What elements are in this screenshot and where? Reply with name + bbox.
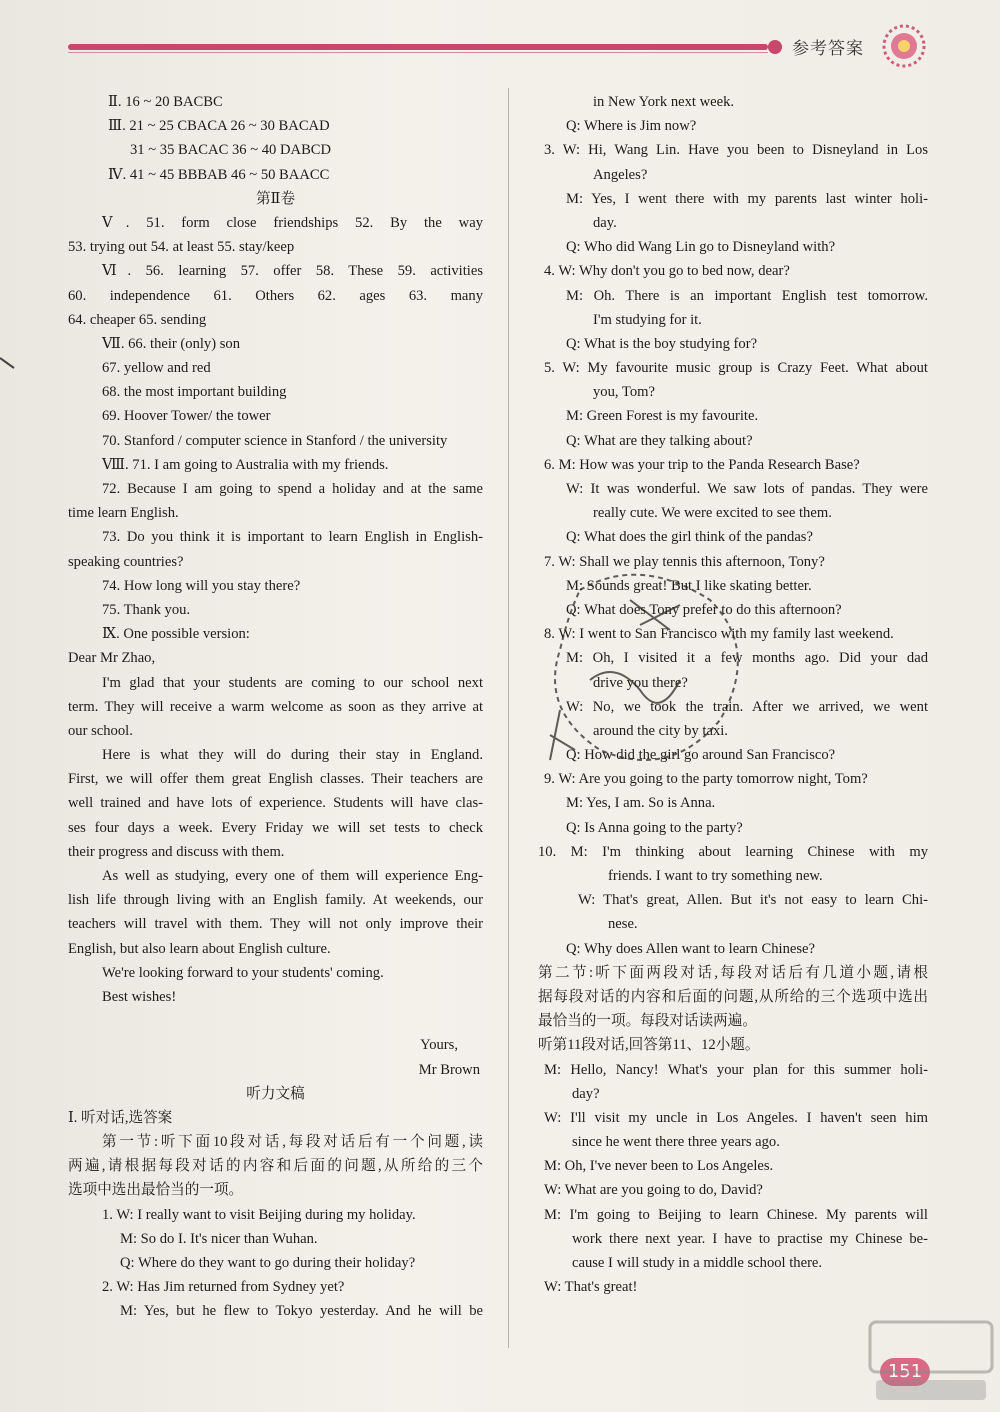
text-line: 9. W: Are you going to the party tomorrow night, Tom? bbox=[544, 771, 868, 788]
corner-watermark-logo bbox=[866, 1318, 996, 1408]
text-line: 70. Stanford / computer science in Stanford / the university bbox=[102, 432, 448, 449]
text-line: Q: What is the boy studying for? bbox=[566, 335, 758, 352]
text-line: We're looking forward to your students' coming. bbox=[102, 964, 384, 981]
text-line: W: That's great, Allen. But it's not easy to learn Chi- bbox=[578, 892, 928, 909]
text-line: M: Oh, I visited it a few months ago. Did your dad bbox=[566, 650, 928, 667]
text-line: term. They will receive a warm welcome as soon as they arrive at bbox=[68, 698, 483, 715]
text-line: our school. bbox=[68, 722, 133, 739]
text-line: 72. Because I am going to spend a holiday and at the same bbox=[102, 481, 483, 497]
text-line: M: Yes, but he flew to Tokyo yesterday. And he will be bbox=[120, 1303, 483, 1320]
text-line: Dear Mr Zhao, bbox=[68, 650, 156, 667]
text-line: really cute. We were excited to see them. bbox=[593, 505, 832, 522]
text-line: you, Tom? bbox=[593, 384, 655, 401]
text-line: teachers will travel with them. They will not only improve their bbox=[68, 916, 483, 933]
text-line: Angeles? bbox=[593, 166, 648, 183]
text-line: 3. W: Hi, Wang Lin. Have you been to Disneyland in Los bbox=[544, 142, 928, 159]
text-line: 68. the most important building bbox=[102, 384, 287, 401]
header-label: 参考答案 bbox=[792, 39, 864, 59]
text-line: Mr Brown bbox=[418, 1061, 480, 1078]
text-line: W: What are you going to do, David? bbox=[544, 1182, 763, 1199]
text-line: around the city by taxi. bbox=[593, 722, 728, 739]
text-line: 第一节:听下面10段对话,每段对话后有一个问题,读 bbox=[102, 1134, 483, 1151]
text-line: Ⅸ. One possible version: bbox=[102, 626, 250, 643]
text-line: Q: Who did Wang Lin go to Disneyland with? bbox=[566, 239, 836, 256]
text-line: M: Hello, Nancy! What's your plan for this summer holi- bbox=[544, 1061, 928, 1078]
text-line: 选项中选出最恰当的一项。 bbox=[68, 1182, 244, 1199]
text-line: 第二节:听下面两段对话,每段对话后有几道小题,请根 bbox=[538, 964, 928, 981]
text-line: First, we will offer them great English classes. Their teachers are bbox=[68, 771, 483, 788]
text-line: Ⅱ. 16 ~ 20 BACBC bbox=[108, 94, 223, 110]
text-line: Ⅰ. 听对话,选答案 bbox=[68, 1109, 173, 1126]
text-line: W: No, we took the train. After we arrived, we went bbox=[566, 698, 928, 715]
text-line: day? bbox=[572, 1085, 600, 1102]
text-line: 2. W: Has Jim returned from Sydney yet? bbox=[102, 1279, 345, 1296]
text-line: Q: Is Anna going to the party? bbox=[566, 819, 743, 836]
text-line: day. bbox=[593, 214, 617, 231]
handwritten-stamp-icon bbox=[520, 560, 770, 790]
text-line: 1. W: I really want to visit Beijing during my holiday. bbox=[102, 1206, 416, 1223]
text-line: I'm studying for it. bbox=[593, 311, 702, 328]
text-line: cause I will study in a middle school there. bbox=[572, 1255, 823, 1271]
text-line: 64. cheaper 65. sending bbox=[68, 311, 207, 328]
text-line: English, but also learn about English culture. bbox=[68, 940, 331, 957]
text-line: Ⅶ. 66. their (only) son bbox=[102, 335, 240, 352]
text-line: 67. yellow and red bbox=[102, 360, 211, 377]
text-line: Best wishes! bbox=[102, 988, 177, 1005]
text-line: their progress and discuss with them. bbox=[68, 843, 285, 860]
text-line: 6. M: How was your trip to the Panda Research Base? bbox=[544, 456, 860, 473]
text-line: I'm glad that your students are coming to our school next bbox=[102, 674, 483, 691]
text-line: 74. How long will you stay there? bbox=[102, 577, 301, 594]
text-line: 据每段对话的内容和后面的问题,从所给的三个选项中选出 bbox=[538, 988, 928, 1005]
text-line: Q: Where is Jim now? bbox=[566, 118, 697, 135]
text-line: 最恰当的一项。每段对话读两遍。 bbox=[538, 1013, 757, 1030]
text-line: speaking countries? bbox=[68, 553, 184, 570]
text-line: lish life through living with an English family. At weekends, our bbox=[68, 892, 483, 909]
text-line: Q: What does the girl think of the pandas? bbox=[566, 529, 813, 546]
header-rule-thin bbox=[68, 52, 768, 53]
text-line: Ⅷ. 71. I am going to Australia with my friends. bbox=[102, 456, 389, 473]
text-line: Q: What are they talking about? bbox=[566, 432, 753, 449]
text-line: 69. Hoover Tower/ the tower bbox=[102, 408, 271, 425]
text-line: 73. Do you think it is important to learn English in English- bbox=[102, 529, 483, 546]
text-line: 10. M: I'm thinking about learning Chinese with my bbox=[538, 843, 928, 860]
text-line: As well as studying, every one of them will experience Eng- bbox=[102, 868, 483, 884]
text-line: Ⅴ. 51. form close friendships 52. By the way bbox=[102, 214, 483, 231]
text-line: M: Green Forest is my favourite. bbox=[566, 408, 759, 425]
text-line: W: I'll visit my uncle in Los Angeles. I haven't seen him bbox=[544, 1109, 928, 1126]
text-line: M: Oh. There is an important English test tomorrow. bbox=[566, 287, 928, 304]
text-line: 5. W: My favourite music group is Crazy Feet. What about bbox=[544, 360, 928, 377]
page-number-badge: 151 bbox=[880, 1358, 930, 1386]
text-line: W: It was wonderful. We saw lots of pandas. They were bbox=[566, 481, 928, 497]
text-line: since he went there three years ago. bbox=[572, 1134, 780, 1151]
text-line: Here is what they will do during their stay in England. bbox=[102, 747, 483, 764]
text-line bbox=[68, 1009, 483, 1033]
text-line: M: Oh, I've never been to Los Angeles. bbox=[544, 1158, 774, 1175]
text-line: M: I'm going to Beijing to learn Chinese. My parents will bbox=[544, 1206, 928, 1223]
text-line: 53. trying out 54. at least 55. stay/keep bbox=[68, 239, 295, 256]
text-line: W: That's great! bbox=[544, 1279, 638, 1296]
text-line: Ⅳ. 41 ~ 45 BBBAB 46 ~ 50 BAACC bbox=[108, 166, 330, 183]
column-divider bbox=[508, 88, 509, 1348]
text-line: nese. bbox=[608, 916, 638, 933]
text-line: in New York next week. bbox=[593, 94, 735, 110]
text-line: 8. W: I went to San Francisco with my family last weekend. bbox=[544, 626, 894, 643]
text-line: work there next year. I have to practise my Chinese be- bbox=[572, 1230, 928, 1247]
text-line: M: Yes, I went there with my parents last winter holi- bbox=[566, 190, 928, 207]
text-line: 60. independence 61. Others 62. ages 63. many bbox=[68, 287, 483, 304]
text-line: Yours, bbox=[420, 1037, 458, 1054]
text-line: Q: What does Tony prefer to do this afternoon? bbox=[566, 601, 842, 618]
text-line: 第Ⅱ卷 bbox=[255, 190, 296, 207]
flower-emblem-icon bbox=[880, 22, 928, 70]
text-line: 75. Thank you. bbox=[102, 601, 191, 618]
header-rule bbox=[68, 44, 768, 50]
text-line: Q: Where do they want to go during their holiday? bbox=[120, 1255, 416, 1271]
header-bullet-icon bbox=[768, 40, 782, 54]
text-line: drive you there? bbox=[593, 674, 688, 691]
text-line: Ⅵ. 56. learning 57. offer 58. These 59. activities bbox=[102, 263, 483, 280]
text-line: Ⅲ. 21 ~ 25 CBACA 26 ~ 30 BACAD bbox=[108, 118, 330, 135]
text-line: 4. W: Why don't you go to bed now, dear? bbox=[544, 263, 790, 280]
text-line: time learn English. bbox=[68, 505, 179, 522]
text-line: Q: How did the girl go around San Francisco? bbox=[566, 747, 836, 764]
text-line: well trained and have lots of experience. Students will have clas- bbox=[68, 795, 483, 812]
text-line: Q: Why does Allen want to learn Chinese? bbox=[566, 940, 815, 957]
left-column bbox=[68, 90, 483, 1324]
text-line: 听第11段对话,回答第11、12小题。 bbox=[538, 1037, 760, 1054]
margin-mark-icon bbox=[0, 356, 16, 370]
text-line: M: Yes, I am. So is Anna. bbox=[566, 795, 716, 812]
text-line: 31 ~ 35 BACAC 36 ~ 40 DABCD bbox=[130, 142, 332, 159]
text-line: M: Sounds great! But I like skating better. bbox=[566, 577, 812, 594]
text-line: ses four days a week. Every Friday we will set tests to check bbox=[68, 819, 483, 836]
text-line: M: So do I. It's nicer than Wuhan. bbox=[120, 1230, 318, 1247]
text-line: 听力文稿 bbox=[246, 1085, 305, 1102]
text-line: friends. I want to try something new. bbox=[608, 868, 823, 884]
text-line: 7. W: Shall we play tennis this afternoon, Tony? bbox=[544, 553, 825, 570]
text-line: 两遍,请根据每段对话的内容和后面的问题,从所给的三个 bbox=[68, 1158, 483, 1175]
